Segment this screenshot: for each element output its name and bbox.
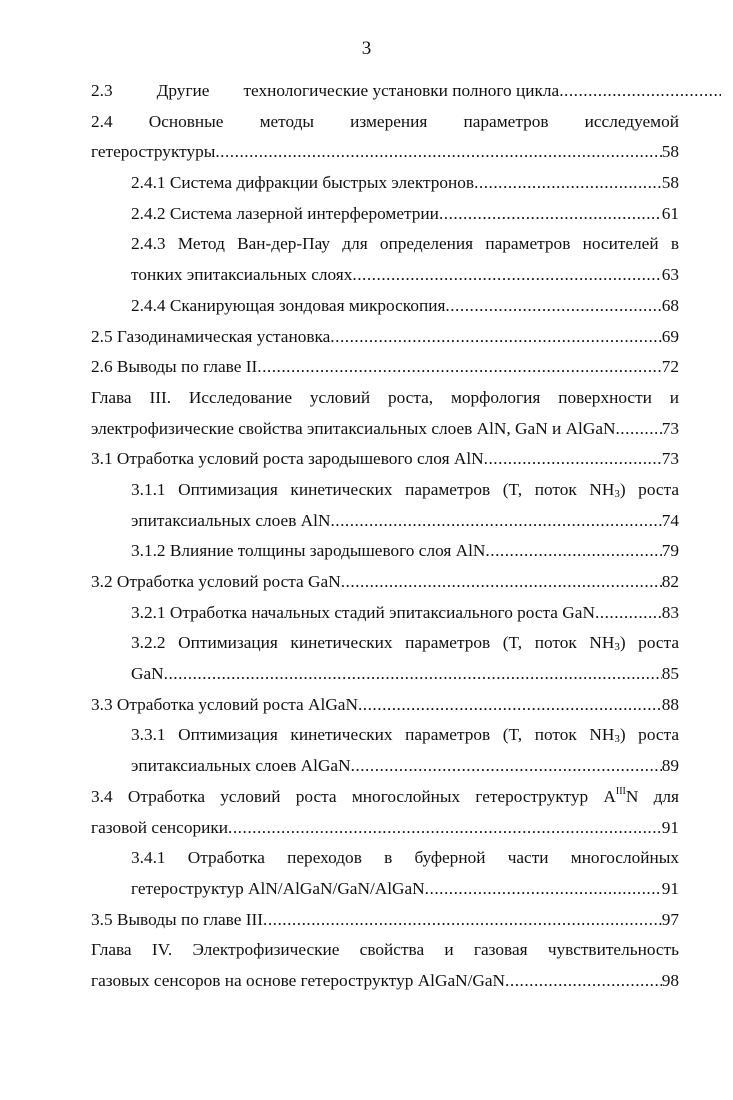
toc-title: 3.2.2 Оптимизация кинетических параметров (T, поток NH [131, 633, 615, 653]
dot-leader [263, 905, 662, 936]
toc-page-number: 91 [661, 878, 679, 898]
dot-leader [358, 690, 662, 721]
toc-page-number: 85 [661, 664, 679, 684]
toc-entry-3-2-2-line1[interactable] [131, 628, 679, 659]
toc-page-number: 72 [661, 357, 679, 377]
toc-entry-2-4-2[interactable] [131, 199, 679, 230]
toc-page-number: 88 [661, 694, 679, 714]
toc-title: 3.1 Отработка условий роста зародышевого слоя AlN [91, 449, 484, 469]
toc-title: 3.2.1 Отработка начальных стадий эпитаксиального роста GaN [131, 602, 595, 622]
toc-title: газовых сенсоров на основе гетероструктур AlGaN/GaN [91, 970, 506, 990]
toc-entry-2-6[interactable] [91, 352, 679, 383]
toc-page-number: 63 [661, 265, 679, 285]
toc-entry-2-4-3-line2[interactable] [131, 260, 679, 291]
toc-entry-3-2-2-line2[interactable] [131, 659, 679, 690]
toc-page-number: 91 [661, 817, 679, 837]
toc-entry-chapter-4-line2[interactable] [91, 966, 679, 997]
toc-title-tail: N для [625, 786, 679, 806]
dot-leader [615, 414, 661, 445]
toc-entry-3-1-1-line2[interactable] [131, 506, 679, 537]
dot-leader [164, 659, 662, 690]
toc-entry-2-5[interactable] [91, 322, 679, 353]
dot-leader [330, 322, 661, 353]
toc-entry-3-4-line2[interactable] [91, 813, 679, 844]
toc-title: GaN [131, 664, 164, 684]
toc-title: тонких эпитаксиальных слоях [131, 265, 353, 285]
toc-page-number: 73 [661, 449, 679, 469]
toc-page-number: 74 [661, 510, 679, 530]
toc-title: эпитаксиальных слоев AlN [131, 510, 331, 530]
toc-entry-3-5[interactable] [91, 905, 679, 936]
toc-entry-chapter-3-line1[interactable]: Глава III. Исследование условий роста, морфология поверхности и [91, 387, 679, 407]
toc-page-number: 89 [661, 756, 679, 776]
dot-leader [330, 506, 661, 537]
toc-title: 3.5 Выводы по главе III [91, 909, 263, 929]
toc-title: 3.2 Отработка условий роста GaN [91, 572, 341, 591]
subscript: 3 [614, 641, 620, 654]
toc-entry-3-3-1-line1[interactable] [131, 720, 679, 751]
toc-title: гетероструктур AlN/AlGaN/GaN/AlGaN [131, 878, 425, 898]
toc-entry-2-3[interactable] [91, 76, 721, 107]
toc-page-number: 58 [661, 142, 679, 162]
toc-title-word: Другие [156, 81, 210, 100]
toc-title: технологические установки полного цикла [243, 81, 560, 100]
toc-title: 3.1.2 Влияние толщины зародышевого слоя AlN [131, 541, 486, 561]
toc-entry-3-4-1-line2[interactable] [131, 874, 679, 905]
toc-entry-3-2[interactable] [91, 567, 679, 598]
toc-title: эпитаксиальных слоев AlGaN [131, 756, 351, 776]
dot-leader [352, 260, 661, 291]
toc-title: 2.4.2 Система лазерной интерферометрии [131, 203, 439, 223]
toc-title: 3.3 Отработка условий роста AlGaN [91, 694, 358, 714]
toc-page-number: 61 [661, 203, 679, 223]
toc-page-number: 98 [661, 970, 679, 990]
toc-title: 3.1.1 Оптимизация кинетических параметров (T, поток NH [131, 479, 615, 499]
toc-entry-3-1[interactable] [91, 444, 679, 475]
toc-page-number: 83 [661, 602, 679, 622]
toc-title: электрофизические свойства эпитаксиальных слоев AlN, GaN и AlGaN [91, 418, 616, 438]
toc-page-number: 58 [661, 173, 679, 193]
dot-leader [484, 444, 662, 475]
toc-page-number: 68 [661, 295, 679, 315]
toc-entry-chapter-3-line2[interactable] [91, 414, 679, 445]
dot-leader [228, 813, 662, 844]
page-number: 3 [361, 38, 372, 59]
toc-entry-2-4-1[interactable] [131, 168, 679, 199]
dot-leader [341, 567, 662, 598]
toc-title: гетероструктуры [91, 142, 216, 162]
toc-entry-3-1-1-line1[interactable] [131, 475, 679, 506]
subscript: 3 [614, 487, 620, 500]
toc-entry-3-3[interactable] [91, 690, 679, 721]
toc-entry-chapter-4-line1[interactable]: Глава IV. Электрофизические свойства и газовая чувствительность [91, 940, 679, 960]
dot-leader [439, 199, 662, 230]
toc-entry-3-3-1-line2[interactable] [131, 751, 679, 782]
toc-entry-2-4-line2[interactable] [91, 137, 679, 168]
toc-page-number: 97 [661, 909, 679, 929]
toc-entry-3-4-1-line1[interactable]: 3.4.1 Отработка переходов в буферной части многослойных [131, 848, 679, 868]
toc-number: 2.3 [91, 81, 113, 100]
toc-entry-2-4-4[interactable] [131, 291, 679, 322]
toc-title: газовой сенсорики [91, 817, 229, 837]
toc-page-number: 82 [661, 572, 679, 591]
toc-title: 3.4 Отработка условий роста многослойных гетероструктур A [91, 786, 616, 806]
toc-title: 2.4.1 Система дифракции быстрых электронов [131, 173, 475, 193]
dot-leader [485, 536, 661, 567]
toc-entry-3-2-1[interactable] [131, 598, 679, 629]
dot-leader [257, 352, 661, 383]
dot-leader [595, 598, 662, 629]
toc-title-tail: ) роста [619, 633, 679, 653]
superscript: III [615, 785, 626, 797]
toc-entry-3-4-line1[interactable] [91, 782, 679, 813]
toc-title-tail: ) роста [619, 479, 679, 499]
subscript: 3 [614, 733, 620, 746]
toc-page-number: 79 [661, 541, 679, 561]
dot-leader [425, 874, 662, 905]
toc-title: 2.5 Газодинамическая установка [91, 326, 331, 346]
dot-leader [474, 168, 662, 199]
dot-leader [351, 751, 662, 782]
dot-leader [445, 291, 661, 322]
dot-leader [505, 966, 662, 997]
toc-title: 2.6 Выводы по главе II [91, 357, 258, 377]
toc-entry-2-4-line1[interactable]: 2.4 Основные методы измерения параметров исследуемой [91, 111, 679, 131]
dot-leader [215, 137, 661, 168]
table-of-contents [91, 76, 679, 997]
toc-entry-2-4-3-line1[interactable]: 2.4.3 Метод Ван-дер-Пау для определения параметров носителей в [131, 234, 679, 254]
toc-title-tail: ) роста [619, 725, 679, 745]
toc-page-number: 73 [661, 418, 679, 438]
dot-leader [559, 76, 721, 107]
toc-title: 2.4.4 Сканирующая зондовая микроскопия [131, 295, 446, 315]
toc-entry-3-1-2[interactable] [131, 536, 679, 567]
toc-page-number: 69 [661, 326, 679, 346]
toc-title: 3.3.1 Оптимизация кинетических параметров (T, поток NH [131, 725, 615, 745]
